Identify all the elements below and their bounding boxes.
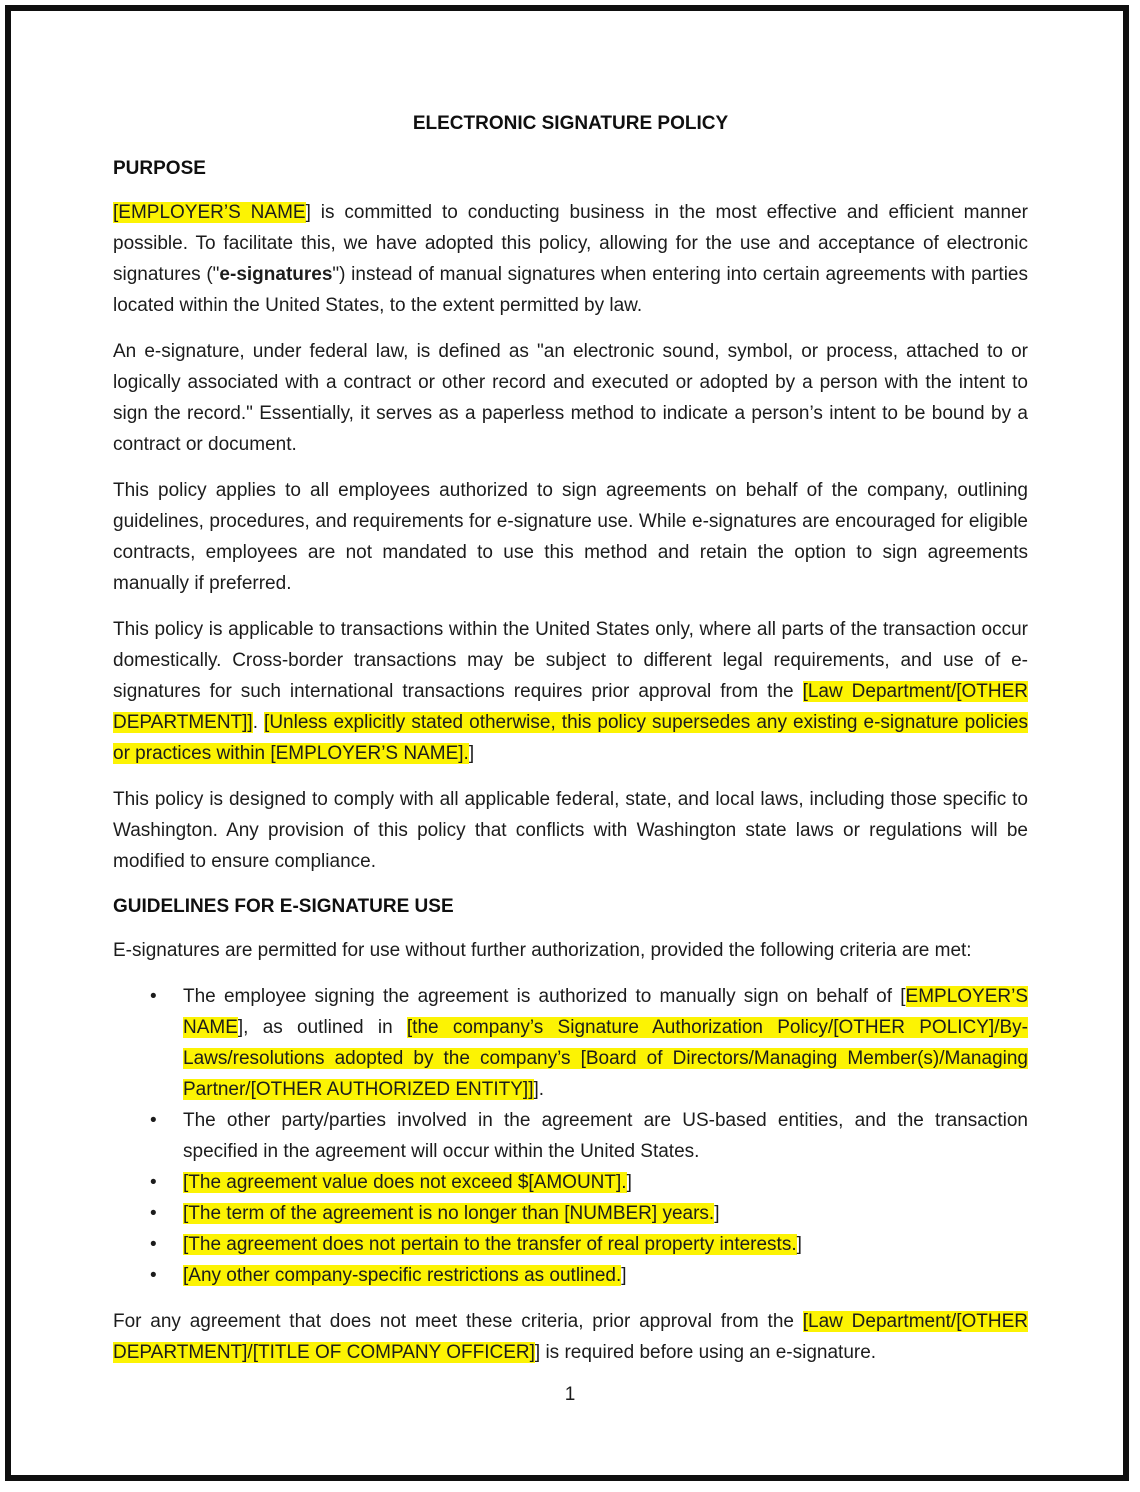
text-run: ] bbox=[714, 1203, 720, 1224]
bullet-list bbox=[113, 981, 1028, 1291]
highlight-run: [the company’s Signature Authorization Policy/[OTHER POLICY]/By-Laws/resolutions adopted by the company’s [Board of Directors/Managing Member(s)/Managing Partner/[OTHER AUTHORIZED ENTITY]] bbox=[183, 1017, 1028, 1100]
text-run: ] bbox=[626, 1172, 632, 1193]
bullet-item bbox=[113, 1167, 1028, 1198]
paragraph bbox=[113, 614, 1028, 769]
text-run: ] is committed to conducting business in the most effective and efficient manner possible. To facilitate this, we have adopted this policy, allowing for the use and acceptance of electronic signatures (" bbox=[113, 202, 1028, 285]
highlight-run: [Any other company-specific restrictions as outlined. bbox=[183, 1265, 622, 1286]
text-run: e-signatures bbox=[219, 264, 333, 285]
bullet-icon: • bbox=[150, 1234, 157, 1255]
text-run: This policy is applicable to transactions within the United States only, where all parts of the transaction occur domestically. Cross-border transactions may be subject to different legal requirements, and use of e-signatures for such international transactions requires prior approval from the bbox=[113, 619, 1028, 702]
bullet-item bbox=[113, 1105, 1028, 1167]
bullet-icon: • bbox=[150, 986, 157, 1007]
text-run: ] bbox=[796, 1234, 802, 1255]
document-body bbox=[113, 157, 1028, 1368]
paragraph bbox=[113, 475, 1028, 599]
text-run: ] is required before using an e-signature. bbox=[534, 1342, 877, 1363]
text-run: . bbox=[252, 712, 265, 733]
text-run: ]. bbox=[533, 1079, 545, 1100]
text-run: This policy is designed to comply with all applicable federal, state, and local laws, including those specific to Washington. Any provision of this policy that conflicts with Washington state laws or regulations will be modified to ensure compliance. bbox=[113, 789, 1028, 872]
text-run: For any agreement that does not meet these criteria, prior approval from the bbox=[113, 1311, 803, 1332]
bullet-text bbox=[183, 1229, 1028, 1260]
text-run: ") instead of manual signatures when entering into certain agreements with parties located within the United States, to the extent permitted by law. bbox=[113, 264, 1028, 316]
bullet-text bbox=[183, 981, 1028, 1105]
text-run: This policy applies to all employees authorized to sign agreements on behalf of the company, outlining guidelines, procedures, and requirements for e-signature use. While e-signatures are encouraged for eligible contracts, employees are not mandated to use this method and retain the option to sign agreements manually if preferred. bbox=[113, 480, 1028, 594]
paragraph bbox=[113, 784, 1028, 877]
bullet-item bbox=[113, 981, 1028, 1105]
bullet-text bbox=[183, 1260, 1028, 1291]
bullet-icon: • bbox=[150, 1265, 157, 1286]
bullet-text bbox=[183, 1105, 1028, 1167]
text-run: ], as outlined in bbox=[237, 1017, 407, 1038]
paragraph bbox=[113, 935, 1028, 966]
highlight-run: EMPLOYER’S NAME bbox=[183, 986, 1028, 1038]
section-heading: PURPOSE bbox=[113, 158, 206, 179]
bullet-text bbox=[183, 1198, 1028, 1229]
section-heading: GUIDELINES FOR E-SIGNATURE USE bbox=[113, 896, 454, 917]
highlight-run: [The agreement value does not exceed $[AMOUNT]. bbox=[183, 1172, 627, 1193]
bullet-icon: • bbox=[150, 1172, 157, 1193]
document-title: ELECTRONIC SIGNATURE POLICY bbox=[412, 113, 729, 134]
highlight-run: [Law Department/[OTHER DEPARTMENT]/[TITLE OF COMPANY OFFICER] bbox=[113, 1311, 1028, 1363]
bullet-text bbox=[183, 1167, 1028, 1198]
highlight-run: [EMPLOYER’S NAME bbox=[113, 202, 306, 223]
text-run: E-signatures are permitted for use without further authorization, provided the following criteria are met: bbox=[113, 940, 972, 961]
paragraph bbox=[113, 336, 1028, 460]
text-run: The employee signing the agreement is authorized to manually sign on behalf of [ bbox=[183, 986, 906, 1007]
text-run: ] bbox=[621, 1265, 627, 1286]
text-run: ] bbox=[468, 743, 475, 764]
bullet-item bbox=[113, 1198, 1028, 1229]
text-run: An e-signature, under federal law, is defined as "an electronic sound, symbol, or process, attached to or logically associated with a contract or other record and executed or adopted by a person with the intent to sign the record." Essentially, it serves as a paperless method to indicate a person’s intent to be bound by a contract or document. bbox=[113, 341, 1028, 455]
text-run: The other party/parties involved in the agreement are US-based entities, and the transaction specified in the agreement will occur within the United States. bbox=[183, 1110, 1028, 1162]
highlight-run: [Unless explicitly stated otherwise, this policy supersedes any existing e-signature policies or practices within [EMPLOYER’S NAME]. bbox=[113, 712, 1028, 764]
page-number: 1 bbox=[564, 1384, 576, 1405]
highlight-run: [The agreement does not pertain to the transfer of real property interests. bbox=[183, 1234, 797, 1255]
paragraph bbox=[113, 1306, 1028, 1368]
bullet-icon: • bbox=[150, 1203, 157, 1224]
highlight-run: [Law Department/[OTHER DEPARTMENT]] bbox=[113, 681, 1028, 733]
bullet-item bbox=[113, 1229, 1028, 1260]
highlight-run: [The term of the agreement is no longer than [NUMBER] years. bbox=[183, 1203, 715, 1224]
document-page bbox=[113, 112, 1028, 1383]
bullet-icon: • bbox=[150, 1110, 157, 1131]
bullet-item bbox=[113, 1260, 1028, 1291]
paragraph bbox=[113, 197, 1028, 321]
